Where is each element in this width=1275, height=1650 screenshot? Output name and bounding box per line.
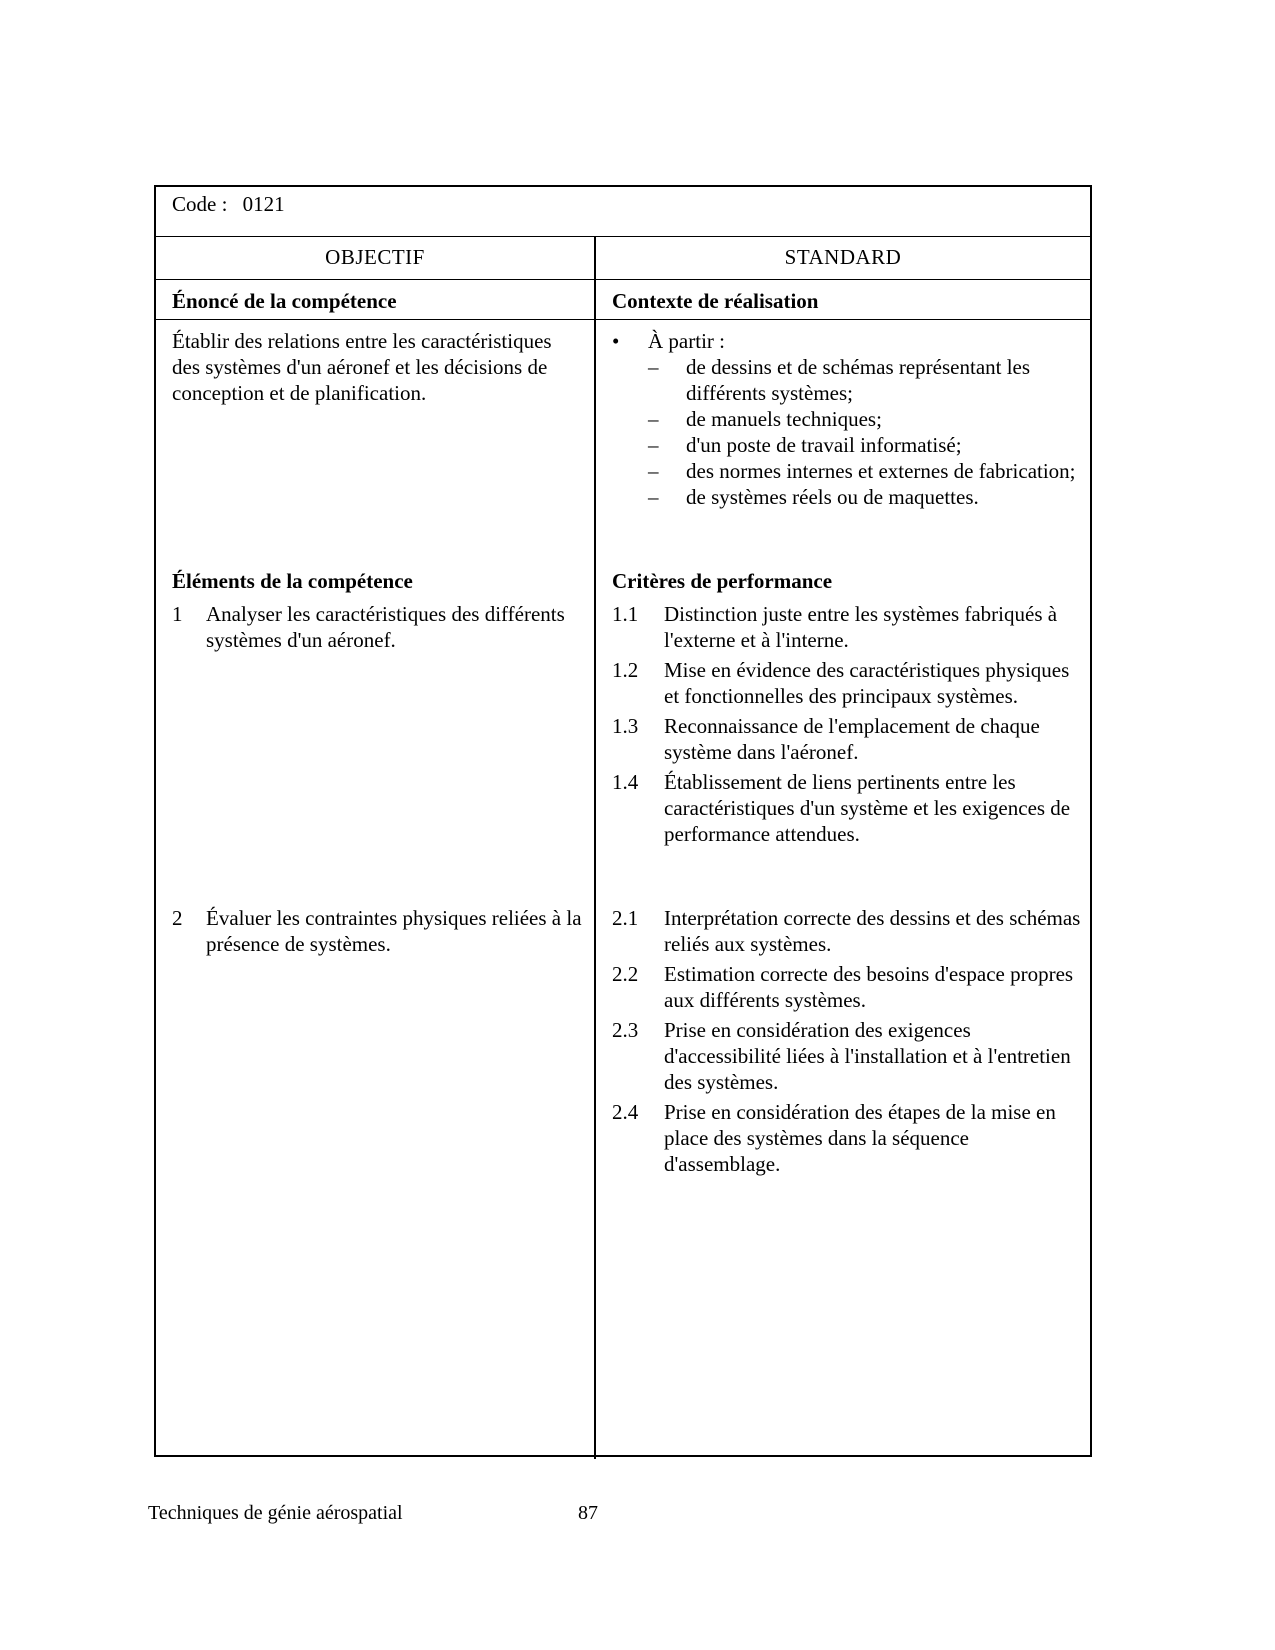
criterion-item (612, 961, 1082, 1013)
criterion-text: Établissement de liens pertinents entre les caractéristiques d'un système et les exigences de performance attendues. (664, 770, 1071, 846)
criterion-number: 2.2 (612, 962, 639, 986)
criterion-item (612, 657, 1082, 709)
contexte-item (612, 432, 1082, 458)
criterion-text: Prise en considération des étapes de la mise en place des systèmes dans la séquence d'assemblage. (664, 1100, 1056, 1176)
header-standard: STANDARD (784, 245, 902, 269)
page-number: 87 (578, 1502, 598, 1524)
contexte-item (612, 484, 1082, 510)
element-number: 2 (172, 906, 183, 930)
subheader-row (156, 280, 1090, 320)
header-row (156, 237, 1090, 280)
dash-icon: – (648, 407, 659, 431)
dash-icon: – (648, 433, 659, 457)
contexte-intro (612, 328, 1082, 354)
code-row (156, 187, 1090, 237)
criterion-item (612, 1017, 1082, 1095)
criterion-item (612, 601, 1082, 653)
enonce-text: Établir des relations entre les caractéristiques des systèmes d'un aéronef et les décisions de conception et de planification. (172, 329, 552, 405)
criterion-item (612, 905, 1082, 957)
criterion-item (612, 1099, 1082, 1177)
subheader-enonce: Énoncé de la compétence (172, 289, 397, 313)
criterion-number: 2.3 (612, 1018, 639, 1042)
criterion-text: Distinction juste entre les systèmes fabriqués à l'externe et à l'interne. (664, 602, 1058, 652)
criterion-text: Estimation correcte des besoins d'espace propres aux différents systèmes. (664, 962, 1074, 1012)
criteria-list (612, 905, 1082, 1181)
element-item (172, 601, 582, 653)
subheader-contexte: Contexte de réalisation (612, 289, 819, 313)
competency-table (154, 185, 1092, 1457)
contexte-item-text: des normes internes et externes de fabrication; (686, 459, 1076, 483)
column-divider (594, 237, 596, 1459)
criterion-number: 1.2 (612, 658, 639, 682)
contexte-item-text: de systèmes réels ou de maquettes. (686, 485, 979, 509)
contexte-intro-text: À partir : (648, 329, 725, 353)
element-text: Analyser les caractéristiques des différents systèmes d'un aéronef. (206, 602, 565, 652)
criterion-text: Prise en considération des exigences d'accessibilité liées à l'installation et à l'entretien des systèmes. (664, 1018, 1071, 1094)
contexte-item-text: de dessins et de schémas représentant les différents systèmes; (686, 355, 1031, 405)
footer-title: Techniques de génie aérospatial (148, 1502, 403, 1524)
contexte-item (612, 458, 1082, 484)
elements-heading: Éléments de la compétence (172, 569, 413, 593)
criterion-number: 2.4 (612, 1100, 639, 1124)
contexte-item-text: de manuels techniques; (686, 407, 882, 431)
criterion-number: 1.4 (612, 770, 639, 794)
criteria-list (612, 601, 1082, 851)
bullet-icon: • (612, 329, 620, 353)
criterion-item (612, 769, 1082, 847)
code-value: 0121 (242, 192, 285, 216)
criterion-item (612, 713, 1082, 765)
element-number: 1 (172, 602, 183, 626)
code-label: Code : (172, 192, 228, 216)
header-objectif: OBJECTIF (325, 245, 425, 269)
dash-icon: – (648, 459, 659, 483)
criterion-text: Reconnaissance de l'emplacement de chaque système dans l'aéronef. (664, 714, 1040, 764)
criterion-text: Mise en évidence des caractéristiques physiques et fonctionnelles des principaux systèmes. (664, 658, 1070, 708)
criterion-number: 2.1 (612, 906, 639, 930)
criteres-heading: Critères de performance (612, 569, 833, 593)
contexte-item-text: d'un poste de travail informatisé; (686, 433, 962, 457)
element-text: Évaluer les contraintes physiques reliées à la présence de systèmes. (206, 906, 582, 956)
criterion-number: 1.3 (612, 714, 639, 738)
contexte-item (612, 406, 1082, 432)
contexte-item (612, 354, 1082, 406)
contexte-list (612, 328, 1082, 510)
criterion-number: 1.1 (612, 602, 639, 626)
dash-icon: – (648, 485, 659, 509)
dash-icon: – (648, 355, 659, 379)
criterion-text: Interprétation correcte des dessins et des schémas reliés aux systèmes. (664, 906, 1081, 956)
element-item (172, 905, 582, 957)
